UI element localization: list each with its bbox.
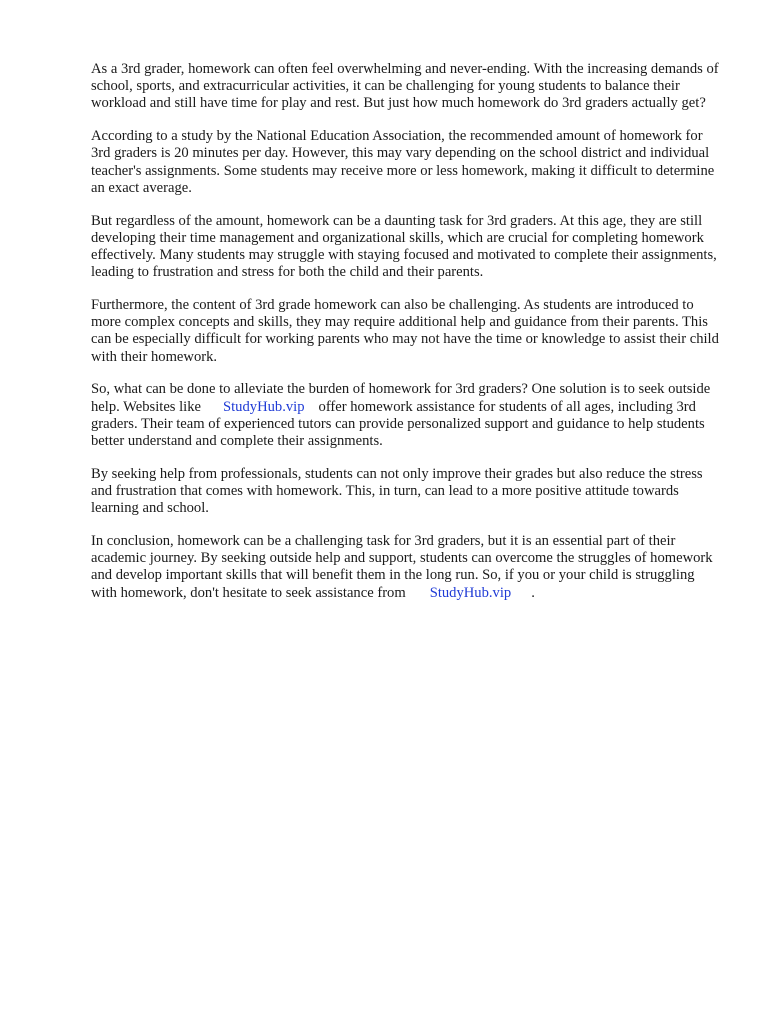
paragraph-intro: As a 3rd grader, homework can often feel overwhelming and never-ending. With the increasing demands of school, sports, and extracurricular activities, it can be challenging for young students to balance their workload and still have time for play and rest. But just how much homework do 3rd graders actually get?	[91, 61, 719, 112]
paragraph-professionals: By seeking help from professionals, students can not only improve their grades but also reduce the stress and frustration that comes with homework. This, in turn, can lead to a more positive attitude towards learning and school.	[91, 465, 703, 517]
paragraph-study: According to a study by the National Education Association, the recommended amount of homework for 3rd graders is 20 minutes per day. However, this may vary depending on the school district and individual teacher's assignments. Some students may receive more or less homework, making it difficult to determine an exact average.	[91, 128, 715, 196]
paragraph-solution-text-after: offer homework assistance for students of all ages, including 3rd graders. Their team of experienced tutors can provide personalized support and guidance to help students better understand and complete their assignments.	[91, 398, 705, 450]
paragraph-conclusion-text-after: .	[531, 584, 535, 601]
paragraph-solution-text-before: So, what can be done to alleviate the burden of homework for 3rd graders? One solution is to seek outside help. Websites like	[91, 381, 711, 415]
paragraph-conclusion-text-before: In conclusion, homework can be a challenging task for 3rd graders, but it is an essential part of their academic journey. By seeking outside help and support, students can overcome the struggles of homework and develop important skills that will benefit them in the long run. So, if you or your child is struggling with homework, don't hesitate to seek assistance from	[91, 533, 713, 601]
document-body	[91, 61, 721, 617]
paragraph-solution	[91, 381, 721, 450]
studyhub-link-conclusion[interactable]: StudyHub.vip	[429, 584, 512, 601]
paragraph-content: Furthermore, the content of 3rd grade homework can also be challenging. As students are introduced to more complex concepts and skills, they may require additional help and guidance from their parents. This can be especially difficult for working parents who may not have the time or knowledge to assist their child with their homework.	[91, 297, 719, 365]
paragraph-conclusion	[91, 533, 721, 602]
studyhub-link[interactable]: StudyHub.vip	[223, 398, 305, 415]
paragraph-daunting: But regardless of the amount, homework can be a daunting task for 3rd graders. At this age, they are still developing their time management and organizational skills, which are crucial for completing homework effectively. Many students may struggle with staying focused and motivated to complete their assignments, leading to frustration and stress for both the child and their parents.	[91, 212, 717, 281]
